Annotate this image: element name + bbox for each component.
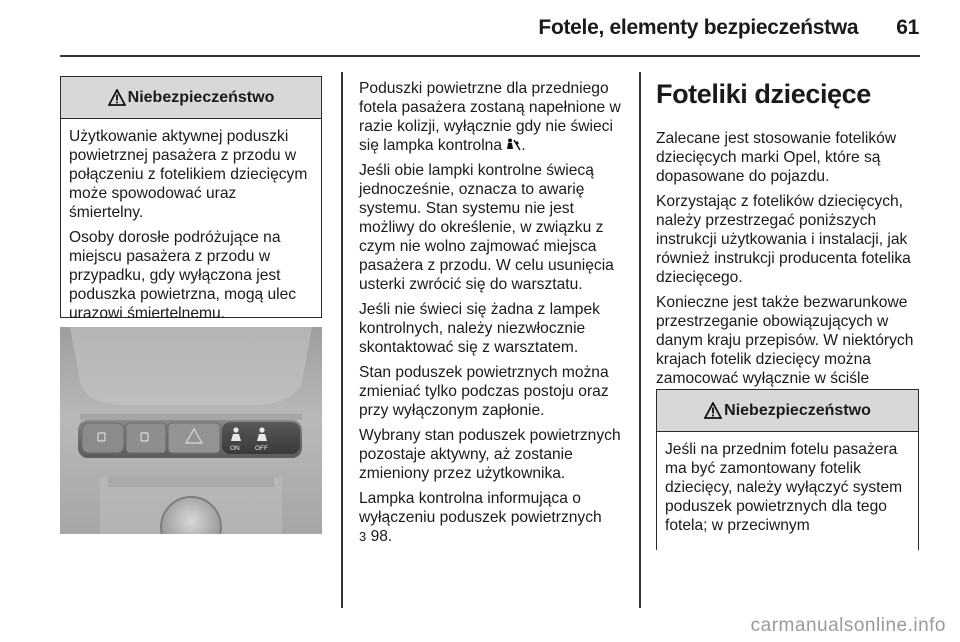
section-heading: Foteliki dziecięce (656, 79, 871, 109)
paragraph: Konieczne jest także bezwarunkowe przestrzeganie obowiązujących w danym kraju przepisów. W niektórych krajach fotelik dziecięcy można zamocować wyłącznie w ściśle (656, 294, 914, 387)
header-rule (60, 55, 920, 57)
warning-triangle-icon (704, 402, 722, 419)
warning-box-right (656, 389, 919, 550)
paragraph: Lampka kontrolna informująca o wyłączeniu poduszek powietrznych 3 98. (359, 490, 602, 545)
warning-paragraph: Użytkowanie aktywnej poduszki powietrznej pasażera z przodu w połączeniu z fotelikiem dziecięcym może spowodować uraz śmiertelny. (69, 128, 308, 221)
panel-off-label: OFF (255, 445, 268, 452)
page-reference-arrow: 3 (359, 529, 367, 544)
paragraph: Wybrany stan poduszek powietrznych pozostaje aktywny, aż zostanie zmieniony przez użytkownika. (359, 427, 621, 482)
paragraph: Jeśli nie świeci się żadna z lampek kontrolnych, należy niezwłocznie skontaktować się z warsztatem. (359, 301, 600, 356)
watermark: carmanualsonline.info (750, 615, 946, 636)
middle-column (359, 79, 631, 552)
warning-triangle-icon (108, 89, 126, 106)
page-title: Fotele, elementy bezpieczeństwa (538, 16, 859, 39)
paragraph: Jeśli obie lampki kontrolne świecą jednocześnie, oznacza to awarię systemu. Stan systemu nie jest możliwy do określenie, w związku z czym nie wolno zajmować miejsca pasażera z przodu. W celu usunięcia usterki zwrócić się do warsztatu. (359, 162, 614, 293)
page-header (538, 16, 919, 40)
paragraph: Zalecane jest stosowanie fotelików dziecięcych marki Opel, które są dopasowane do pojazdu. (656, 130, 897, 185)
warning-box-title: Niebezpieczeństwo (61, 77, 321, 119)
right-column (656, 79, 926, 413)
airbag-off-indicator-icon (506, 138, 521, 151)
column-divider-right (639, 72, 641, 608)
warning-paragraph: Jeśli na przednim fotelu pasażera ma być zamontowany fotelik dziecięcy, należy wyłączyć system poduszek powietrznych dla tego fotela; w przeciwnym (665, 441, 903, 534)
airbag-panel-photo (60, 327, 322, 534)
paragraph: Korzystając z fotelików dziecięcych, należy przestrzegać poniższych instrukcji użytkowania i instalacji, jak również instrukcji producenta fotelika dziecięcego. (656, 193, 911, 286)
page-reference[interactable]: 98. (370, 528, 393, 545)
paragraph: Poduszki powietrzne dla przedniego fotela pasażera zostaną napełnione w razie kolizji, wyłącznie gdy nie świeci się lampka kontrolna . (359, 80, 621, 154)
warning-box-title: Niebezpieczeństwo (657, 390, 918, 432)
warning-paragraph: Osoby dorosłe podróżujące na miejscu pasażera z przodu w przypadku, gdy wyłączona jest poduszka powietrzna, mogą ulec urazowi śmiertelnemu. (69, 229, 297, 322)
column-divider-left (341, 72, 343, 608)
warning-box-left (60, 76, 322, 322)
panel-on-label: ON (230, 445, 240, 452)
page-number: 61 (896, 16, 919, 39)
paragraph: Stan poduszek powietrznych można zmieniać tylko podczas postoju oraz przy wyłączonym zapłonie. (359, 364, 609, 419)
